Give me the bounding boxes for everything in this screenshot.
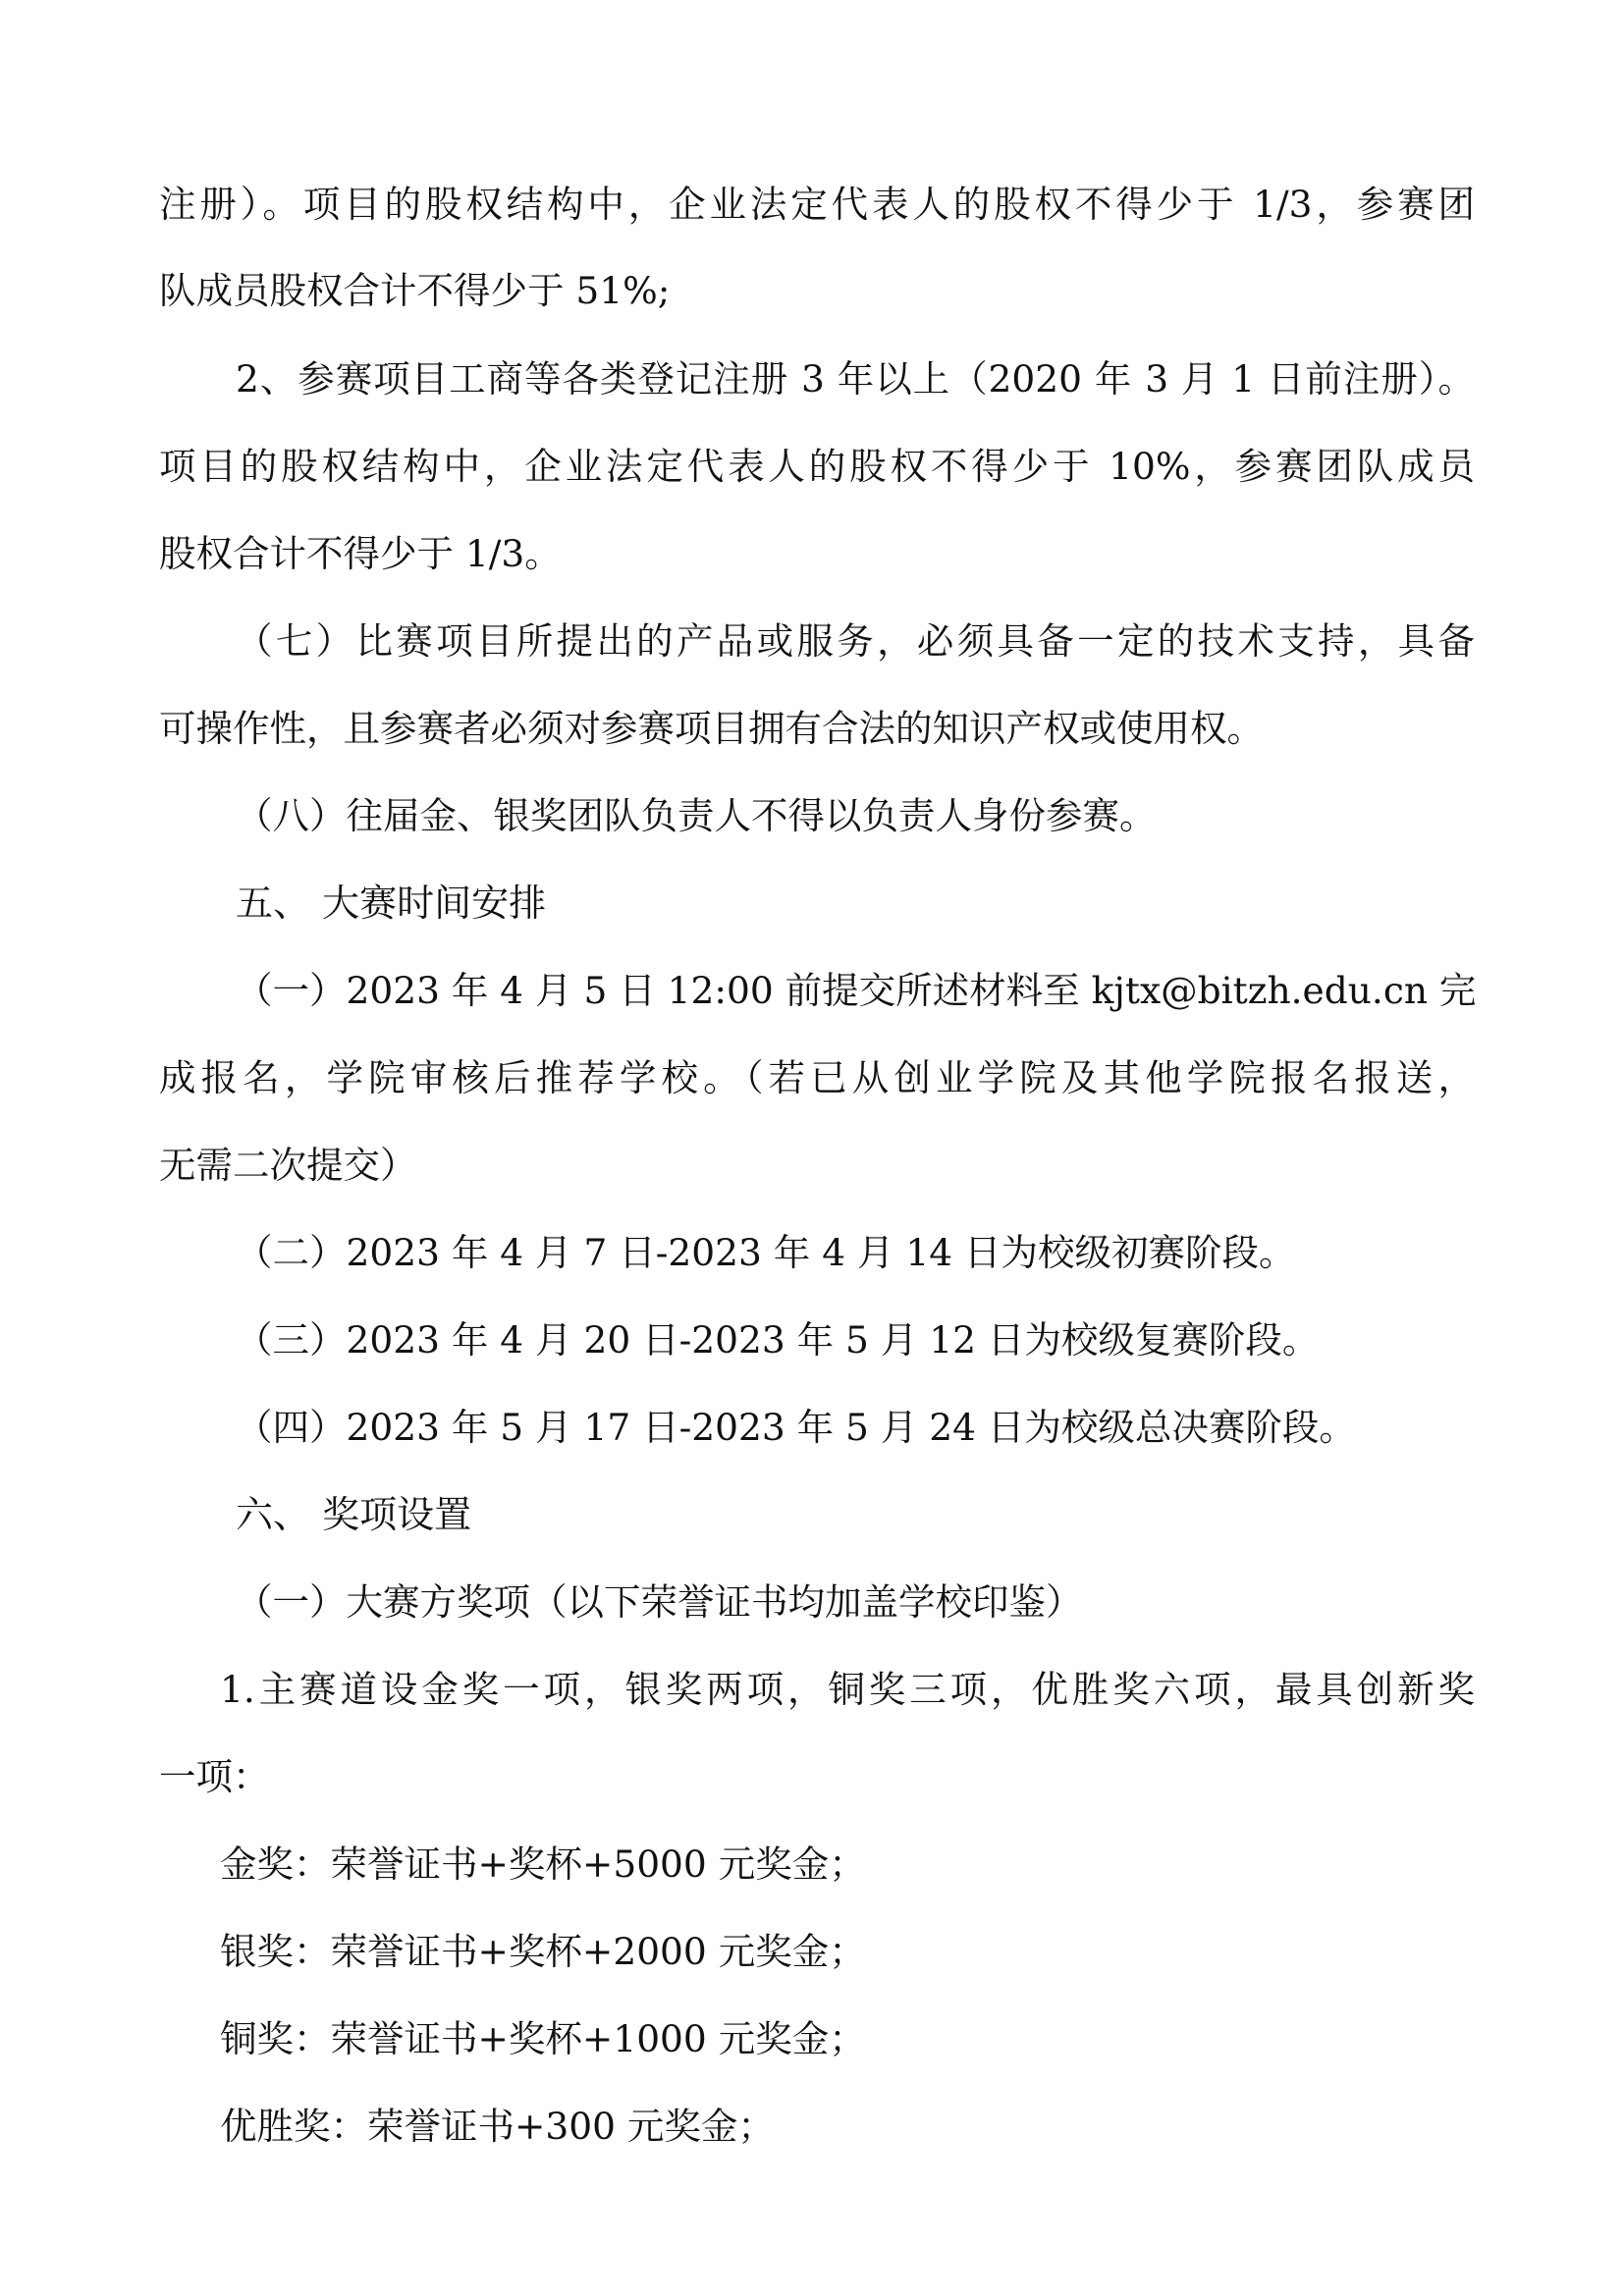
paragraph-line-4: 项目的股权结构中，企业法定代表人的股权不得少于 10%，参赛团队成员 bbox=[159, 445, 1475, 488]
paragraph-line-13: （三）2023 年 4 月 20 日-2023 年 5 月 12 日为校级复赛阶段。 bbox=[236, 1318, 1320, 1362]
paragraph-line-5: 股权合计不得少于 1/3。 bbox=[159, 532, 562, 575]
paragraph-line-12: （二）2023 年 4 月 7 日-2023 年 4 月 14 日为校级初赛阶段。 bbox=[236, 1231, 1296, 1274]
paragraph-line-7: 可操作性，且参赛者必须对参赛项目拥有合法的知识产权或使用权。 bbox=[159, 707, 1264, 750]
award-bronze: 铜奖：荣誉证书+奖杯+1000 元奖金； bbox=[220, 2017, 866, 2060]
paragraph-line-1: 注册）。项目的股权结构中，企业法定代表人的股权不得少于 1/3，参赛团 bbox=[159, 183, 1475, 226]
paragraph-line-16: 1.主赛道设金奖一项，银奖两项，铜奖三项，优胜奖六项，最具创新奖 bbox=[220, 1668, 1475, 1711]
section-heading-schedule: 五、 大赛时间安排 bbox=[236, 881, 547, 925]
paragraph-line-9: （一）2023 年 4 月 5 日 12:00 前提交所述材料至 kjtx@bitzh.edu.cn 完 bbox=[236, 969, 1477, 1012]
award-merit: 优胜奖：荣誉证书+300 元奖金； bbox=[220, 2105, 775, 2148]
paragraph-line-10: 成报名，学院审核后推荐学校。（若已从创业学院及其他学院报名报送， bbox=[159, 1056, 1475, 1099]
award-silver: 银奖：荣誉证书+奖杯+2000 元奖金； bbox=[220, 1930, 866, 1973]
paragraph-line-15: （一）大赛方奖项（以下荣誉证书均加盖学校印鉴） bbox=[236, 1580, 1083, 1624]
paragraph-line-6: （七）比赛项目所提出的产品或服务，必须具备一定的技术支持，具备 bbox=[236, 619, 1475, 663]
paragraph-line-11: 无需二次提交） bbox=[159, 1144, 417, 1187]
paragraph-line-17: 一项： bbox=[159, 1755, 270, 1798]
paragraph-line-2: 队成员股权合计不得少于 51%; bbox=[159, 269, 671, 312]
award-gold: 金奖：荣誉证书+奖杯+5000 元奖金； bbox=[220, 1842, 866, 1886]
section-heading-awards: 六、 奖项设置 bbox=[236, 1493, 472, 1536]
paragraph-line-8: （八）往届金、银奖团队负责人不得以负责人身份参赛。 bbox=[236, 794, 1157, 837]
paragraph-line-3: 2、参赛项目工商等各类登记注册 3 年以上（2020 年 3 月 1 日前注册）。 bbox=[236, 357, 1475, 400]
paragraph-line-14: （四）2023 年 5 月 17 日-2023 年 5 月 24 日为校级总决赛阶段。 bbox=[236, 1406, 1356, 1449]
